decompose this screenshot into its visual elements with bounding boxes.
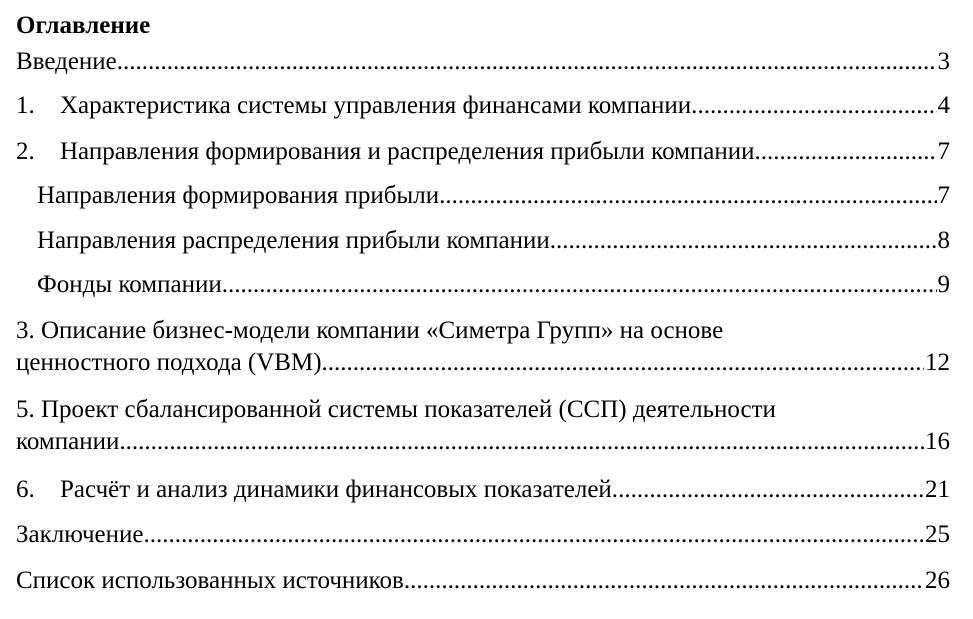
dot-leader	[126, 426, 924, 458]
toc-entry-section-2-2[interactable]	[16, 225, 950, 257]
toc-entry-page: 16	[925, 428, 950, 455]
dot-leader	[404, 565, 924, 597]
toc-entry-page: 7	[937, 138, 950, 165]
toc-entry-page: 4	[937, 92, 950, 119]
toc-entry-page: 3	[937, 48, 950, 75]
toc-entry-conclusion[interactable]	[16, 519, 950, 551]
toc-entry-page: 21	[925, 476, 950, 503]
dot-leader	[144, 519, 925, 551]
dot-leader	[322, 347, 924, 379]
dot-leader	[439, 180, 936, 212]
toc-entry-introduction[interactable]	[16, 46, 950, 78]
toc-entry-page: 26	[925, 567, 950, 594]
toc-entry-chapter-1[interactable]	[16, 90, 950, 122]
toc-entry-section-2-3[interactable]	[16, 269, 950, 301]
toc-entry-text-line1: 3. Описание бизнес-модели компании «Симетра Групп» на основе	[16, 317, 724, 344]
toc-entry-text: Направления формирования прибыли	[37, 182, 440, 209]
toc-entry-text: ценностного подхода (VBM)	[16, 349, 322, 376]
toc-entry-chapter-3[interactable]	[16, 315, 950, 379]
toc-entry-page: 8	[937, 227, 950, 254]
toc-entry-text-line1: 5. Проект сбалансированной системы показателей (ССП) деятельности	[16, 396, 776, 423]
table-of-contents	[16, 10, 950, 594]
toc-entry-text: Характеристика системы управления финансами компании.	[60, 92, 698, 119]
dot-leader	[618, 474, 924, 506]
toc-entry-text: Заключение	[16, 521, 144, 548]
dot-leader	[117, 46, 937, 78]
dot-leader	[550, 225, 937, 257]
toc-entry-chapter-6[interactable]	[16, 474, 950, 506]
toc-entry-text: Фонды компании	[37, 271, 222, 298]
toc-entry-page: 9	[937, 271, 950, 298]
toc-entry-page: 7	[937, 182, 950, 209]
toc-entry-chapter-5[interactable]	[16, 394, 950, 458]
toc-entry-text: Введение	[16, 48, 117, 75]
toc-entry-number: 6.	[16, 476, 35, 503]
toc-entry-references[interactable]	[16, 565, 950, 597]
toc-entry-text: Расчёт и анализ динамики финансовых показателей.	[60, 476, 619, 503]
dot-leader	[222, 269, 937, 301]
toc-title: Оглавление	[16, 12, 151, 39]
toc-entry-text: Направления формирования и распределения прибыли компании	[60, 138, 755, 165]
toc-entry-chapter-2[interactable]	[16, 136, 950, 168]
toc-entry-page: 12	[925, 349, 950, 376]
toc-entry-text: Список использованных источников	[16, 567, 404, 594]
toc-entry-text: компании.	[16, 428, 126, 455]
toc-entry-section-2-1[interactable]	[16, 180, 950, 212]
dot-leader	[697, 90, 936, 122]
toc-entry-page: 25	[925, 521, 950, 548]
toc-entry-text: Направления распределения прибыли компании	[37, 227, 550, 254]
dot-leader	[755, 136, 937, 168]
toc-entry-number: 1.	[16, 92, 35, 119]
toc-entry-number: 2.	[16, 138, 35, 165]
